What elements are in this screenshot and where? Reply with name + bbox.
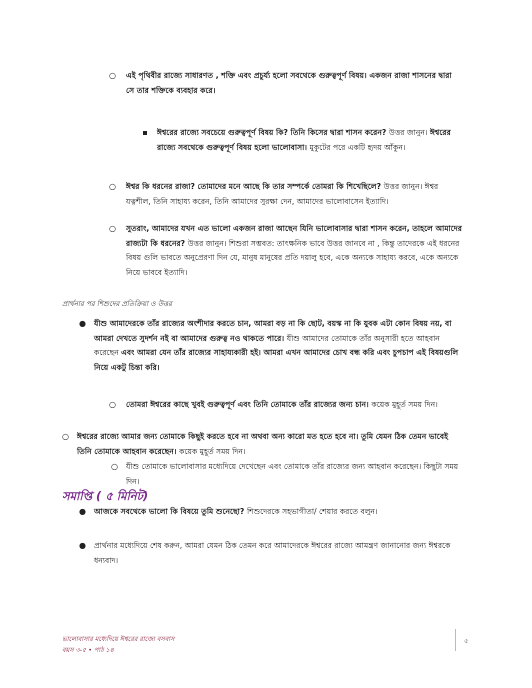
paragraph-best-thing-today — [94, 505, 462, 520]
bullet-circle: ○ — [109, 182, 116, 191]
text-run: কয়েক মুহূর্ত সময় দিন। — [371, 400, 438, 409]
text-run: ঈশ্বরের রাজ্যে সবথেকে গুরুত্বপূর্ণ বিষয় হলো ভালোবাসা। — [157, 128, 451, 152]
text-run: এবং আমরা যেন তাঁর রাজ্যের সাহায্যকারী হই। আমরা এখন আমাদের চোখ বন্ধ করি এবং চুপচাপ এই বিষয়গুলি নিয়ে একটু চিন্তা করি। — [94, 348, 459, 372]
bullet-circle: ○ — [62, 432, 69, 441]
bullet-circle: ○ — [111, 462, 118, 471]
text-run: উত্তর জানুন। শিশুরা সম্ভবত: তাৎক্ষনিক ভাবে উত্তর জানবে না , কিন্তু তাদেরকে এই ধরনের বিষয় গুলি ভাবতে অনুপ্রেরণা দিন যে, মানুষ মানুষের প্রতি দয়ালু হবে, একে অন্যকে সাহায্য করবে, একে অন্যকে নিয়ে ভাববে ইত্যাদি। — [126, 238, 460, 277]
text-run: শিশুদেরকে সহভাগীতা/ শেয়ার করতে বলুন। — [246, 507, 378, 516]
bullet-dot: ● — [79, 319, 86, 328]
text-run: যীশু আমাদের তোমাকে তাঁর অনুসারী হতে আহবান করেছেন — [94, 333, 440, 357]
text-run: যীশু আমাদেরকে তাঁর রাজ্যের অংশীদার করতে চান, আমরা বড় না কি ছোট, বয়স্ক না কি যুবক এটা কোন বিষয় নয়, বা আমরা দেখতে সুদর্শন নই বা আমাদের গুরুত্ব নও থাকতে পারে। — [94, 319, 452, 343]
text-run: প্রার্থনার মধ্যেদিয়ে শেষ করুন, আমরা যেমন ঠিক তেমন করে আমাদেরকে ঈশ্বরের রাজ্যে আমন্ত্রণ জানানোর জন্য ঈশ্বরকে ধন্যবাদ। — [94, 541, 451, 565]
footer-title: ভালোবাসার মধ্যেদিয়ে ঈশ্বরের রাজ্যে বসবাস — [62, 635, 175, 643]
paragraph-most-important — [157, 126, 462, 155]
paragraph-closing-prayer — [94, 539, 462, 568]
text-run: এই পৃথিবীর রাজ্যে সাধারণত , শক্তি এবং প্রচুর্য্য হলো সবথেকে গুরুত্বপূর্ণ বিষয়। একজন রাজা শাসনের দ্বারা সে তার শক্তিকে ব্যবহার করে। — [126, 71, 452, 95]
paragraph-what-kind-of-king — [126, 180, 464, 209]
response-caption: প্রার্থনার পর শিশুদের প্রতিক্রিয়া ও উত্তর — [62, 300, 173, 308]
text-run: ঈশ্বরের রাজ্যে আমার জন্য তোমাকে কিছুই করতে হবে না অথবা অন্য কারো মত হতে হবে না। তুমি যেমন ঠিক তেমন ভাবেই তিনি তোমাকে আহবান করেছেন। — [77, 432, 449, 456]
paragraph-jesus-sees-you — [126, 460, 464, 489]
text-run: কয়েক মুহূর্ত সময় দিন। — [179, 446, 246, 456]
paragraph-our-kingdom — [126, 222, 464, 280]
text-run: সুতরাং, আমাদের যখন এত ভালো একজন রাজা আছেন যিনি ভালোবাসার দ্বারা শাসন করেন, তাহলে আমাদের রাজ্যটা কি ধরনের? — [126, 224, 462, 248]
text-run: মুকুটের পরে একটি হৃদয় আঁকুন। — [309, 142, 406, 152]
text-run: যীশু তোমাকে ভালোবাসার মধ্যেদিয়ে দেখেছেন এবং তোমাকে তাঁর রাজ্যের জন্য আহবান করেছেন। কিছুটা সময় দিন। — [126, 462, 459, 486]
text-run: ঈশ্বরের রাজ্যে সবচেয়ে গুরুত্বপূর্ণ বিষয় কি? তিনি কিসের দ্বারা শাসন করেন? — [157, 128, 389, 137]
bullet-circle: ○ — [109, 400, 116, 409]
text-run: উত্তর জানুন। ঈশ্বর যত্নশীল, তিনি সাহায্য করেন, তিনি আমাদের সুরক্ষা দেন, আমাদের ভালোবাসেন ইত্যাদি। — [126, 182, 439, 206]
bullet-dot: ● — [79, 507, 86, 516]
closing-heading: সমাপ্তি ( ৫ মিনিট) — [62, 489, 149, 503]
footer-divider — [455, 629, 456, 651]
footer-subtitle: বয়স ৩-৫ • পাঠ ১৪ — [62, 646, 114, 654]
bullet-square — [143, 131, 147, 135]
paragraph-nothing-to-do — [77, 430, 462, 459]
text-run: ঈশ্বর কি ধরনের রাজা? তোমাদের মনে আছে কি তার সম্পর্কে তোমরা কি শিখেছিলে? — [126, 182, 384, 191]
bullet-dot: ● — [79, 541, 86, 550]
text-run: আজকে সবথেকে ভালো কি বিষয়ে তুমি শুনেছো? — [94, 507, 247, 516]
bullet-circle: ○ — [109, 224, 116, 233]
text-run: উত্তর জানুন। — [388, 128, 431, 137]
paragraph-earthly-kingdom — [126, 69, 462, 98]
text-run: তোমরা ঈশ্বরের কাছে খুবই গুরুত্বপূর্ণ এবং তিনি তোমাকে তাঁর রাজ্যের জন্য চান। — [126, 400, 372, 409]
paragraph-jesus-partners — [94, 317, 462, 375]
bullet-circle: ○ — [109, 71, 116, 80]
page-number: ৫ — [464, 637, 469, 645]
paragraph-important-to-god — [126, 398, 464, 413]
